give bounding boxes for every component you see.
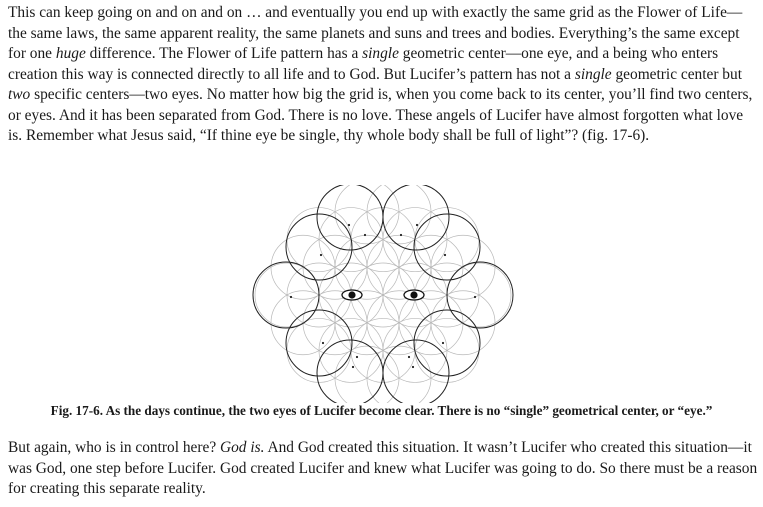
eye-pupil-icon bbox=[410, 291, 417, 298]
body-paragraph-2 bbox=[8, 438, 758, 500]
grid-dot bbox=[356, 356, 358, 358]
text-run: difference. The Flower of Life pattern has a bbox=[85, 45, 363, 62]
text-run: specific centers—two eyes. No matter how big the grid is, when you come back to its center, you’ll find two centers, or eyes. And it has been separated from God. There is no love. These angels of Lucifer have almost forgotten what love is. Remember what Jesus said, “If thine eye be single, thy whole body shall be full of light”? (fig. 17-6). bbox=[8, 86, 753, 144]
grid-dot bbox=[352, 366, 354, 368]
outer-ring-circle bbox=[447, 262, 513, 328]
grid-dot bbox=[444, 254, 446, 256]
text-run: geometric center but bbox=[611, 65, 742, 83]
outer-ring-circle bbox=[253, 262, 319, 328]
eye-pupil-icon bbox=[348, 291, 355, 298]
text-run: geometric center—one eye, and a being who enters creation this way is connected directly to all life and to God. But Lucifer’s pattern has not a bbox=[8, 45, 719, 83]
grid-dot bbox=[320, 254, 322, 256]
figure-caption-text: Fig. 17-6. As the days continue, the two eyes of Lucifer become clear. There is no “single” geometrical center, or “eye.” bbox=[50, 403, 713, 418]
grid-dot bbox=[416, 224, 418, 226]
text-run-italic: God is. bbox=[220, 439, 265, 456]
text-run-italic: single bbox=[362, 45, 399, 62]
grid-dot bbox=[400, 234, 402, 236]
grid-dot bbox=[348, 224, 350, 226]
text-run-italic: single bbox=[574, 65, 612, 83]
text-run: But again, who is in control here? bbox=[8, 439, 220, 456]
grid-dot bbox=[442, 342, 444, 344]
text-run-italic: huge bbox=[55, 45, 86, 62]
lucifer-grid-figure bbox=[252, 185, 514, 403]
two-eyes-grid-diagram bbox=[252, 185, 514, 403]
text-run: This can keep going on and on and on … and eventually you end up with exactly the same grid as the Flower of Life—the same laws, the same apparent reality, the same planets and suns and trees and bodies. Everything’s the same except for one bbox=[8, 4, 743, 62]
body-paragraph-1 bbox=[8, 3, 758, 147]
text-run: And God created this situation. It wasn’t Lucifer who created this situation—it was God, one step before Lucifer. God created Lucifer and knew what Lucifer was going to do. So there must be a reason for creating this separate reality. bbox=[8, 439, 758, 497]
grid-dot bbox=[290, 296, 292, 298]
grid-dot bbox=[364, 234, 366, 236]
grid-dot bbox=[474, 296, 476, 298]
text-run-italic: two bbox=[8, 86, 31, 103]
grid-dot bbox=[322, 342, 324, 344]
grid-dot bbox=[408, 356, 410, 358]
figure-caption bbox=[0, 403, 763, 419]
grid-dot bbox=[412, 366, 414, 368]
